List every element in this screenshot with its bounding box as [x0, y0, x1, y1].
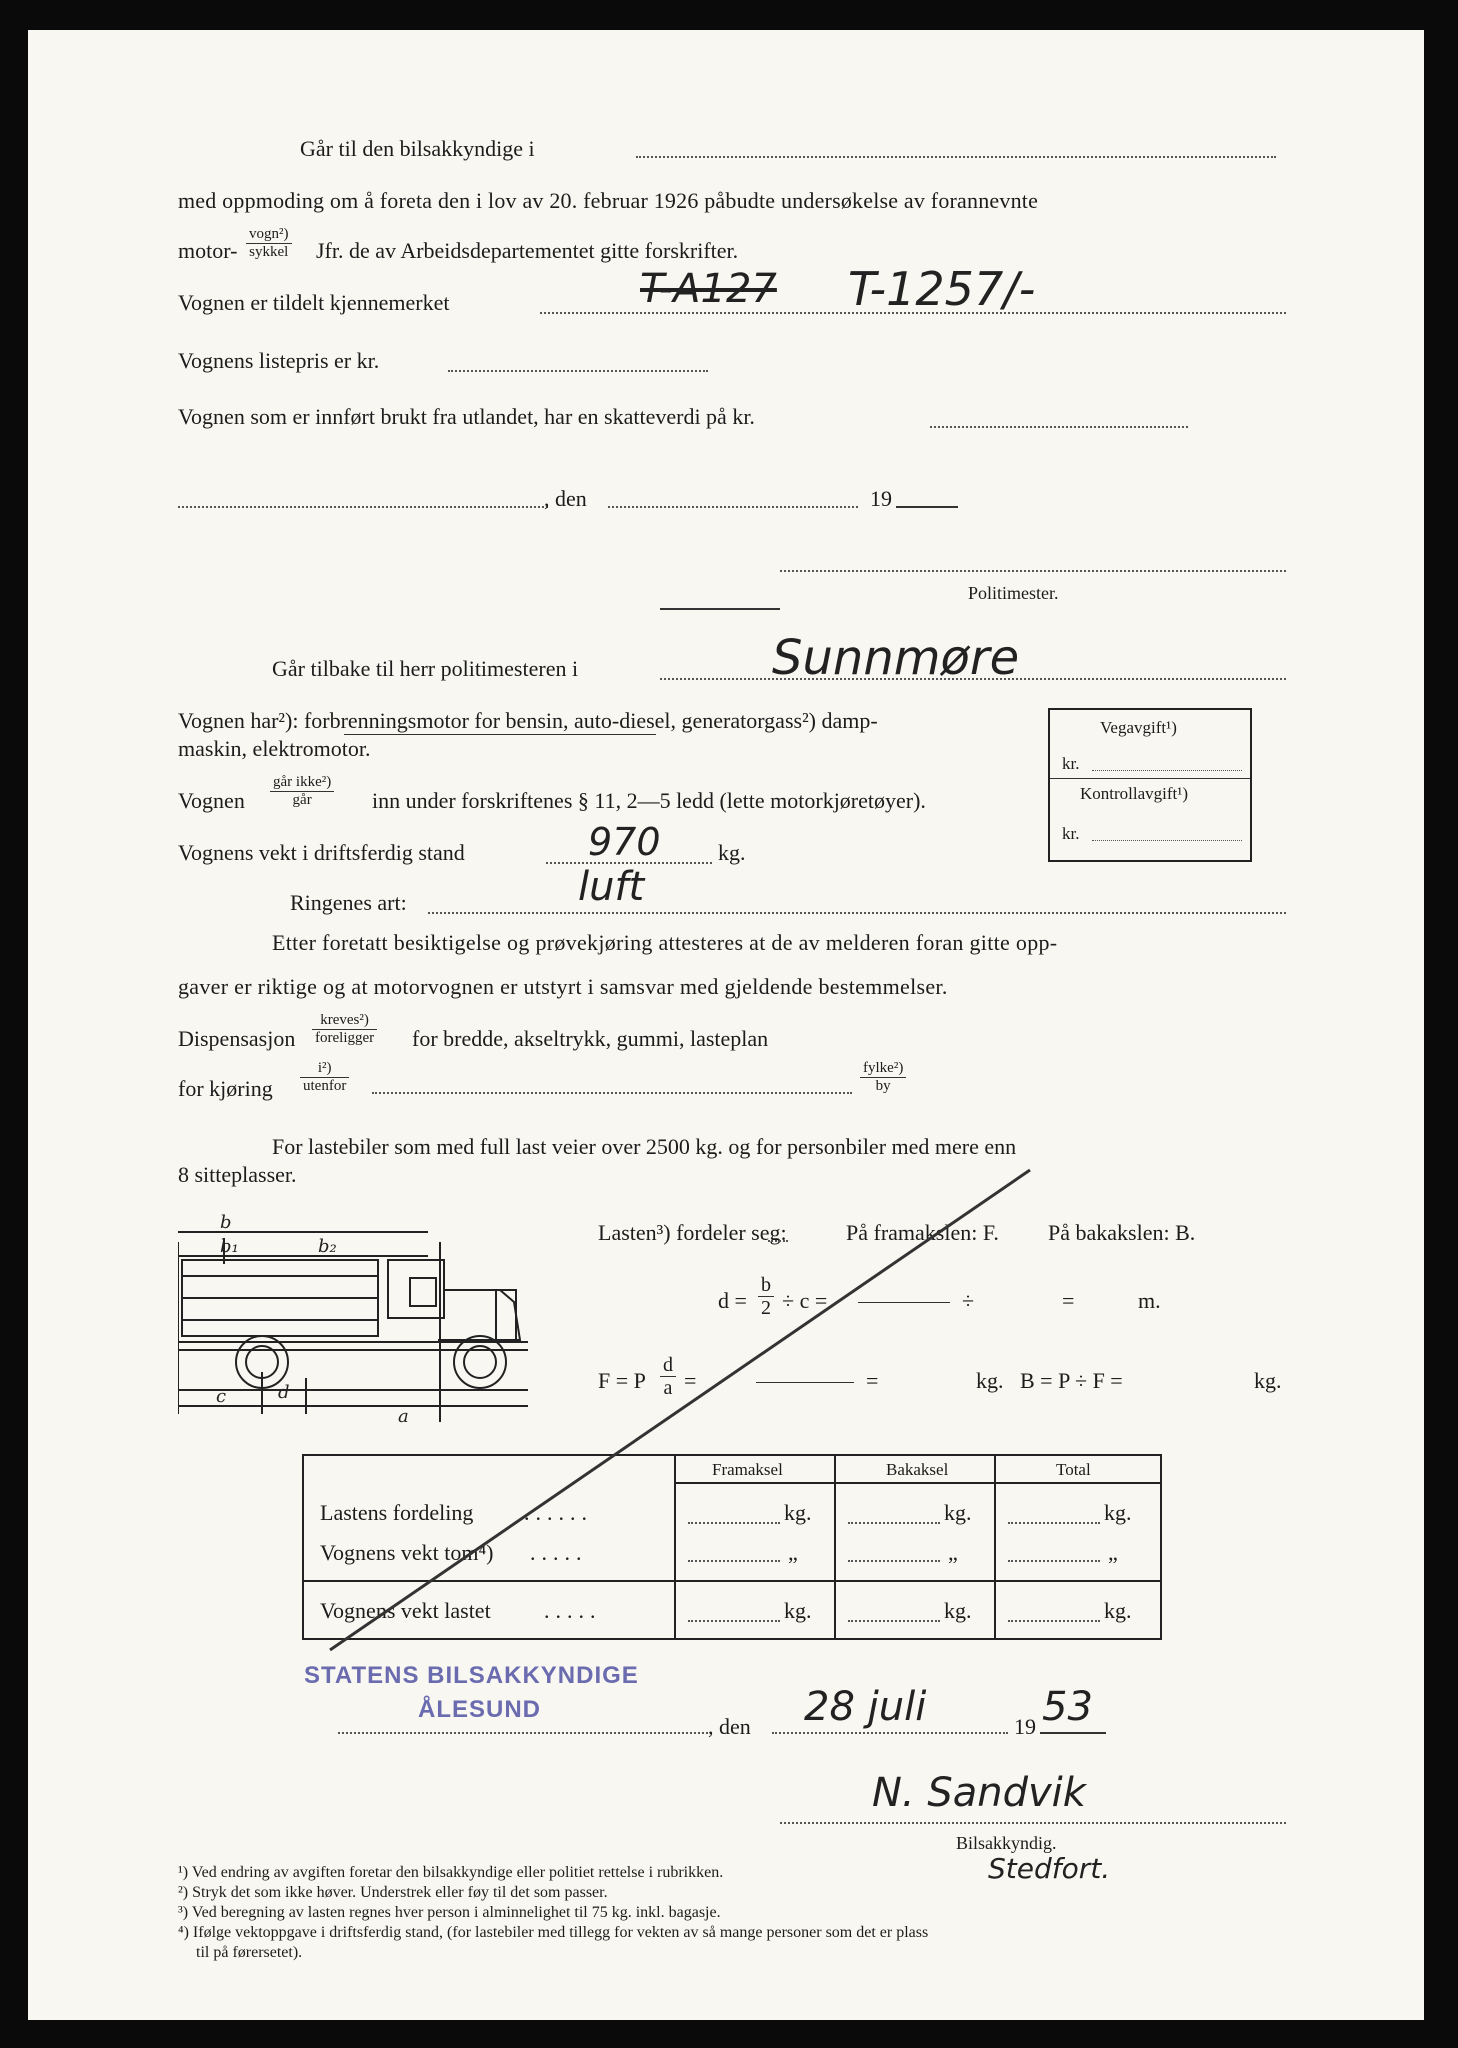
fylke-by-fraction: fylke²) by	[860, 1060, 906, 1095]
bakaksel-text: På bakakslen: B.	[1048, 1220, 1196, 1245]
d-unit: m.	[1138, 1288, 1161, 1313]
cell-unit: kg.	[944, 1598, 972, 1623]
vekt-label: Vognens vekt i driftsferdig stand	[178, 840, 465, 865]
vegavgift-label: Vegavgift¹)	[1100, 718, 1177, 737]
header-line2: med oppmoding om å foreta den i lov av 20. februar 1926 påbudte undersøkelse av forannevnte	[178, 188, 1039, 213]
ringenes-value: luft	[578, 864, 645, 910]
f-formula-lhs: F = P	[598, 1368, 646, 1393]
attest-line2: gaver er riktige og at motorvognen er utstyrt i samsvar med gjeldende bestemmelser.	[178, 974, 948, 999]
handwritten-signature: N. Sandvik	[872, 1770, 1086, 1816]
return-place-value: Sunnmøre	[772, 630, 1020, 686]
cell-unit: „	[948, 1540, 958, 1565]
d-formula-mid: ÷ c =	[782, 1288, 828, 1313]
kr-label-1: kr.	[1062, 754, 1080, 773]
cell-unit: kg.	[1104, 1598, 1132, 1623]
sign-year-field[interactable]	[1040, 1732, 1106, 1734]
lasten-label: Lasten³) fordeler seg:	[598, 1220, 787, 1245]
f-eq2: =	[866, 1368, 879, 1393]
header-line1: Går til den bilsakkyndige i	[300, 136, 535, 161]
sign-date-value: 28 juli	[804, 1684, 927, 1730]
kr-label-2: kr.	[1062, 824, 1080, 843]
row-label: Vognens vekt tom⁴)	[320, 1540, 494, 1565]
sign-year-value: 53	[1042, 1684, 1093, 1730]
cell-unit: kg.	[784, 1500, 812, 1525]
date-den: , den	[544, 486, 587, 511]
lastebil-line1: For lastebiler som med full last veier over 2500 kg. og for personbiler med mere enn	[272, 1134, 1017, 1159]
row-leader: ......	[524, 1500, 593, 1525]
row-label: Vognens vekt lastet	[320, 1598, 491, 1623]
bilsakkyndig-label: Bilsakkyndig.	[956, 1833, 1057, 1853]
d-over-a-fraction: $\frac{d}{a}$	[660, 1354, 676, 1399]
col-total: Total	[1056, 1460, 1091, 1479]
cell-unit: „	[788, 1540, 798, 1565]
framaksel-text: På framakslen: F.	[846, 1220, 999, 1245]
f-unit: kg.	[976, 1368, 1004, 1393]
return-label: Går tilbake til herr politimesteren i	[272, 656, 579, 681]
footnote-2: ²) Stryk det som ikke høver. Understrek eller føy til det som passer.	[178, 1884, 608, 1901]
d-div: ÷	[962, 1288, 975, 1313]
stamp-line2: ÅLESUND	[418, 1696, 542, 1723]
sign-den: , den	[708, 1714, 751, 1739]
disp-prefix: Dispensasjon	[178, 1026, 296, 1051]
kjennemerke-struck: T-A127	[640, 266, 777, 312]
motor-line1: Vognen har²): forbrenningsmotor for bensin, auto-diesel, generatorgass²) damp-	[178, 708, 878, 733]
diagram-label-a: a	[398, 1406, 409, 1427]
sign-date-field[interactable]	[772, 1732, 1008, 1734]
kreves-fraction: kreves²) foreligger	[312, 1012, 377, 1047]
footnote-3: ³) Ved beregning av lasten regnes hver person i alminnelighet til 75 kg. inkl. bagasje.	[178, 1904, 721, 1921]
diagram-label-b1: b₁	[220, 1236, 239, 1257]
row-label: Lastens fordeling	[320, 1500, 474, 1525]
f-eq: =	[684, 1368, 697, 1393]
ringenes-label: Ringenes art:	[290, 890, 407, 915]
cell-unit: kg.	[784, 1598, 812, 1623]
row-leader: .....	[530, 1540, 588, 1565]
form-page	[28, 30, 1424, 2020]
header-line3: Jfr. de av Arbeidsdepartementet gitte forskrifter.	[316, 238, 739, 263]
politimester-label: Politimester.	[968, 583, 1059, 603]
motor-line2: maskin, elektromotor.	[178, 736, 371, 761]
forskrift-text: inn under forskriftenes § 11, 2—5 ledd (lette motorkjøretøyer).	[372, 788, 926, 813]
footnote-4-cont: til på førersetet).	[196, 1944, 303, 1961]
footnote-1: ¹) Ved endring av avgiften foretar den bilsakkyndige eller politiet rettelse i rubrikken.	[178, 1864, 724, 1881]
col-framaksel: Framaksel	[712, 1460, 783, 1479]
lastebil-line2: 8 sitteplasser.	[178, 1162, 297, 1187]
date-19: 19	[870, 486, 892, 511]
sign-place-field[interactable]	[338, 1732, 712, 1734]
b-unit: kg.	[1254, 1368, 1282, 1393]
disp-suffix: for bredde, akseltrykk, gummi, lasteplan	[412, 1026, 769, 1051]
motor-prefix: motor-	[178, 238, 238, 263]
b-over-2-fraction: $\frac{b}{2}$	[758, 1274, 774, 1319]
listepris-label: Vognens listepris er kr.	[178, 348, 380, 373]
gar-fraction: går ikke²) går	[270, 774, 334, 809]
cell-unit: „	[1108, 1540, 1118, 1565]
diagram-label-b: b	[220, 1212, 232, 1233]
d-eq: =	[1062, 1288, 1075, 1313]
b-formula: B = P ÷ F =	[1020, 1368, 1123, 1393]
diagram-label-c: c	[216, 1386, 227, 1407]
diagram-label-d: d	[278, 1382, 290, 1403]
row-leader: .....	[544, 1598, 602, 1623]
stedfort-handwritten: Stedfort.	[988, 1852, 1111, 1885]
kjoring-prefix: for kjøring	[178, 1076, 273, 1101]
diagram-label-b2: b₂	[318, 1236, 337, 1257]
stamp-line1: STATENS BILSAKKYNDIGE	[304, 1662, 639, 1689]
vogn-sykkel-fraction: vogn²) sykkel	[246, 226, 292, 261]
sign-19: 19	[1014, 1714, 1036, 1739]
d-formula-lhs: d =	[718, 1288, 747, 1313]
kjennemerke-label: Vognen er tildelt kjennemerket	[178, 290, 450, 315]
col-bakaksel: Bakaksel	[886, 1460, 949, 1479]
i-utenfor-fraction: i²) utenfor	[300, 1060, 349, 1095]
skatteverdi-label: Vognen som er innført brukt fra utlandet, har en skatteverdi på kr.	[178, 404, 755, 429]
footnote-4: ⁴) Ifølge vektoppgave i driftsferdig stand, (for lastebiler med tillegg for vekten av så mange personer som det er plass	[178, 1924, 929, 1941]
cell-unit: kg.	[1104, 1500, 1132, 1525]
kontrollavgift-label: Kontrollavgift¹)	[1080, 784, 1189, 803]
cell-unit: kg.	[944, 1500, 972, 1525]
bilsakkyndig-sign-field[interactable]	[780, 1822, 1286, 1824]
vognen-prefix: Vognen	[178, 788, 245, 813]
vekt-value: 970	[588, 820, 661, 864]
attest-line1: Etter foretatt besiktigelse og prøvekjøring attesteres at de av melderen foran gitte opp-	[272, 930, 1058, 955]
kjennemerke-value: T-1257/-	[848, 262, 1036, 316]
vekt-unit: kg.	[718, 840, 746, 865]
